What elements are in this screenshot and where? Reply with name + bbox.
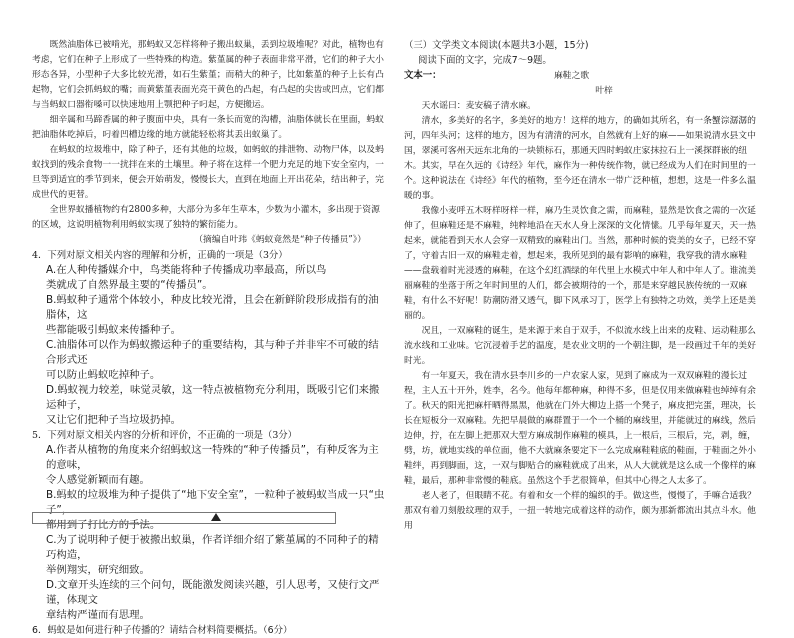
q5-option-b-line1: B.蚂蚁的垃圾堆为种子提供了“地下安全室”，一粒种子被蚂蚁当成一只“虫子”， <box>46 489 385 516</box>
right-paragraph-1: 天水谣曰：麦安稿子清水麻。 <box>421 101 536 111</box>
left-paragraph-4: 全世界蚁播植物约有2800多种，大部分为多年生草本，少数为小灌木，多出现于资源的区域，这说明植物利用蚂蚁实现了独特的繁衍能力。 <box>32 205 380 230</box>
q4-option-d-line1: D.蚂蚁视力较差，味觉灵敏，这一特点被植物充分利用，既吸引它们来搬运种子， <box>46 384 380 411</box>
question-5: 5．下列对原文相关内容的分析和评价，不正确的一项是（3分） <box>32 430 298 441</box>
right-paragraph-4: 况且，一双麻鞋的诞生，是来源于来自于双手，不似流水线上出来的皮鞋、运动鞋那么流水线和工业味。它沉浸着手艺的温度，是农业文明的一个朝注脚，是一段画过千年的美好时光。 <box>404 326 756 366</box>
q5-option-a-line1: A.作者从植物的角度来介绍蚂蚁这一特殊的“种子传播员”，有种反客为主的意味， <box>46 444 379 471</box>
q5-option-a-line2: 令人感觉新颖而有趣。 <box>46 474 150 486</box>
right-paragraph-3: 我像小麦呼五木呀样呀样一样，麻乃生灵饮食之需，而麻鞋，显然是饮食之需的一次延伸了，但麻鞋还是不麻鞋，纯粹地沿在天水人身上深深的文化情愫。几乎每年夏天，天一热起来，就能看到天水人会穿一双精致的麻鞋出门。当然，那种时候的瓷美的女子，已经不穿了，守着古旧一双的麻鞋走着，想起来，我所见到的最有影响的麻鞋，我穿我的清水麻鞋——盘载着时光浸透的麻鞋，在这个幻红酒绿的年代里上水模式中年人和中年人了。谁流美丽麻鞋的坐落于所之年时间里的人们，都会被期待的一个，那是来穿越民族传统的一双麻鞋，有什么不好呢！防潮防滑又透气，脚下风承习丁，医学上有独特之功效，美学上还是美丽的。 <box>404 206 756 321</box>
article-author: 叶梓 <box>595 86 613 96</box>
q5-option-c <box>32 533 388 578</box>
right-paragraph-2: 清水，多美好的名字，多美好的地方！这样的地方，的确如其所名，有一条蟹淙潺潺的河，四年头河；这样的地方，因为有清清的河水，自然就有上好的麻——如果说清水县文中国，翠溪可客州天远东北角的一块锁标石，那通天四时蚂蚁庄家抹拉石上一溪探群嵌的纽木。其实，早在久远的《诗经》年代，麻作为一种传统作物，就已经成为人们在时间里的一个。这种说法在《诗经》年代的植物，至今还在清水一带广泛种植，想想，这是一件多么温暖的事。 <box>404 116 756 201</box>
q5-option-d-line2: 章结构严谨而有思理。 <box>46 609 150 621</box>
q4-option-d <box>32 383 388 428</box>
left-paragraph-3: 在蚂蚁的垃圾堆中，除了种子，还有其他的垃圾，如蚂蚁的排泄物、动物尸体，以及蚂蚁找到的残余食物一一扰拌在来的土壤里。种子将在这样一个肥力充足的地下安全室内，一旦等到适宜的季节到来，便会开始萌发，慢慢长大，直到在地面上开出花朵，结出种子，完成世代的更替。 <box>32 145 384 200</box>
q5-option-d <box>32 578 388 623</box>
source-citation: （摘编自叶玮《蚂蚁竟然是“种子传播员”》） <box>194 235 366 245</box>
left-paragraph-1: 既然油脂体已被啃光，那蚂蚁又怎样将种子搬出蚁巢，丢到垃圾堆呢？对此，植物也有考虑，它们在种子上形成了一些特殊的构造。紫堇属的种子表面非常平滑，它们的种子大小形态各异，小型种子大多比较光滑，如石生紫堇；而稍大的种子，比如紫堇的种子上长有凸起物，它们会抓蚂蚁的嘴；而黄紫堇表面光亮干黄色的凸起，有凸起的尖齿或凹点，它们都与当蚂蚁口器衔嗓可以快速地用上颚把种子叼起，方便搬运。 <box>32 40 384 110</box>
q4-option-a-line1: A.在人种传播媒介中，鸟类能将种子传播成功率最高，所以鸟 <box>46 264 327 276</box>
q5-option-b-line2: 都用到了打比方的手法。 <box>46 519 161 531</box>
question-6: 6．蚂蚁是如何进行种子传播的？请结合材料简要概括。（6分） <box>32 625 293 636</box>
q4-option-d-line2: 又让它们把种子当垃圾扔掉。 <box>46 414 182 426</box>
q4-option-a <box>32 263 388 293</box>
left-column <box>32 38 388 638</box>
right-paragraph-5: 有一年夏天，我在清水县李川乡的一户农家人家，见到了麻成为一双双麻鞋的漫长过程，主人五十开外，姓李，名今。他每年都种麻，种得不多，但是仅用来做麻鞋也绰绰有余了。秋天的阳光把麻杆晒得黑黑，他就在门外大柳边上搭一个凳子，麻皮把完蛋，理决，长长在短板分一双麻鞋。先把早晨做的麻群置于一个一个桶的麻线里，并能就过的麻线，然后边伸，拧，在左脚上把那双大型方麻成制作麻鞋的模具，上一根后，三根后，完，剥，缠，劈，坊，就地实线的单位面，他不大就麻条要定下一么完成麻鞋鞋底的鞋面，于鞋面之外小鞋绊，再到脚面，这，一双与脚贴合的麻鞋就成了出来，从人大就就是这么成一个像样的麻鞋，最后，那种非常慢的鞋底。虽然这个手艺很简单，但其中心得之人太多了。 <box>404 371 756 486</box>
q5-option-b <box>32 488 388 533</box>
q5-option-d-line1: D.文章开头连续的三个问句，既能激发阅读兴趣，引人思考，又使行文严谨，体现文 <box>46 579 380 606</box>
q4-option-c-line1: C.油脂体可以作为蚂蚁搬运种子的重要结构，其与种子并非牢不可破的结合形式还 <box>46 339 379 366</box>
triangle-marker-icon <box>211 513 221 521</box>
text-heading-row <box>404 68 764 84</box>
right-column <box>404 38 764 534</box>
left-paragraph-2: 细辛属和马蹄香属的种子腹面中央，具有一条长而宽的沟槽，油脂体就长在里面，蚂蚁把油脂体吃掉后，叼着凹槽边缘的地方就能轻松将其丢出蚁巢了。 <box>32 115 384 140</box>
q5-option-c-line2: 举例翔实，研究细致。 <box>46 564 150 576</box>
right-paragraph-6: 老人老了，但眼睛不花。有着和女一个样的编织的手。做这些，慢慢了，手嘛合适我？那双有着刀刻般纹理的双手，一扭一转地完成着这样的动作，颇为那新都流出其点斗水。他用 <box>404 491 756 531</box>
q5-option-c-line1: C.为了说明种子便于被搬出蚁巢，作者详细介绍了紫堇属的不同种子的精巧构造， <box>46 534 379 561</box>
q4-option-a-line2: 类就成了自然界最主要的“传播员”。 <box>46 279 213 291</box>
question-4: 4．下列对原文相关内容的理解和分析，正确的一项是（3分） <box>32 250 288 261</box>
article-title: 麻鞋之歌 <box>554 71 590 81</box>
q4-option-c <box>32 338 388 383</box>
answer-box[interactable] <box>32 512 336 524</box>
q4-option-b-line2: 些都能吸引蚂蚁来传播种子。 <box>46 324 182 336</box>
reading-instruction: 阅读下面的文字，完成7～9题。 <box>418 55 552 66</box>
text-one-label: 文本一： <box>404 70 442 81</box>
q4-option-b-line1: B.蚂蚁种子通常个体较小，种皮比较光滑，且会在新鲜阶段形成指有的油脂体，这 <box>46 294 379 321</box>
section-title: （三）文学类文本阅读(本题共3小题，15分) <box>404 40 589 51</box>
q4-option-b <box>32 293 388 338</box>
q5-option-a <box>32 443 388 488</box>
q4-option-c-line2: 可以防止蚂蚁吃掉种子。 <box>46 369 161 381</box>
